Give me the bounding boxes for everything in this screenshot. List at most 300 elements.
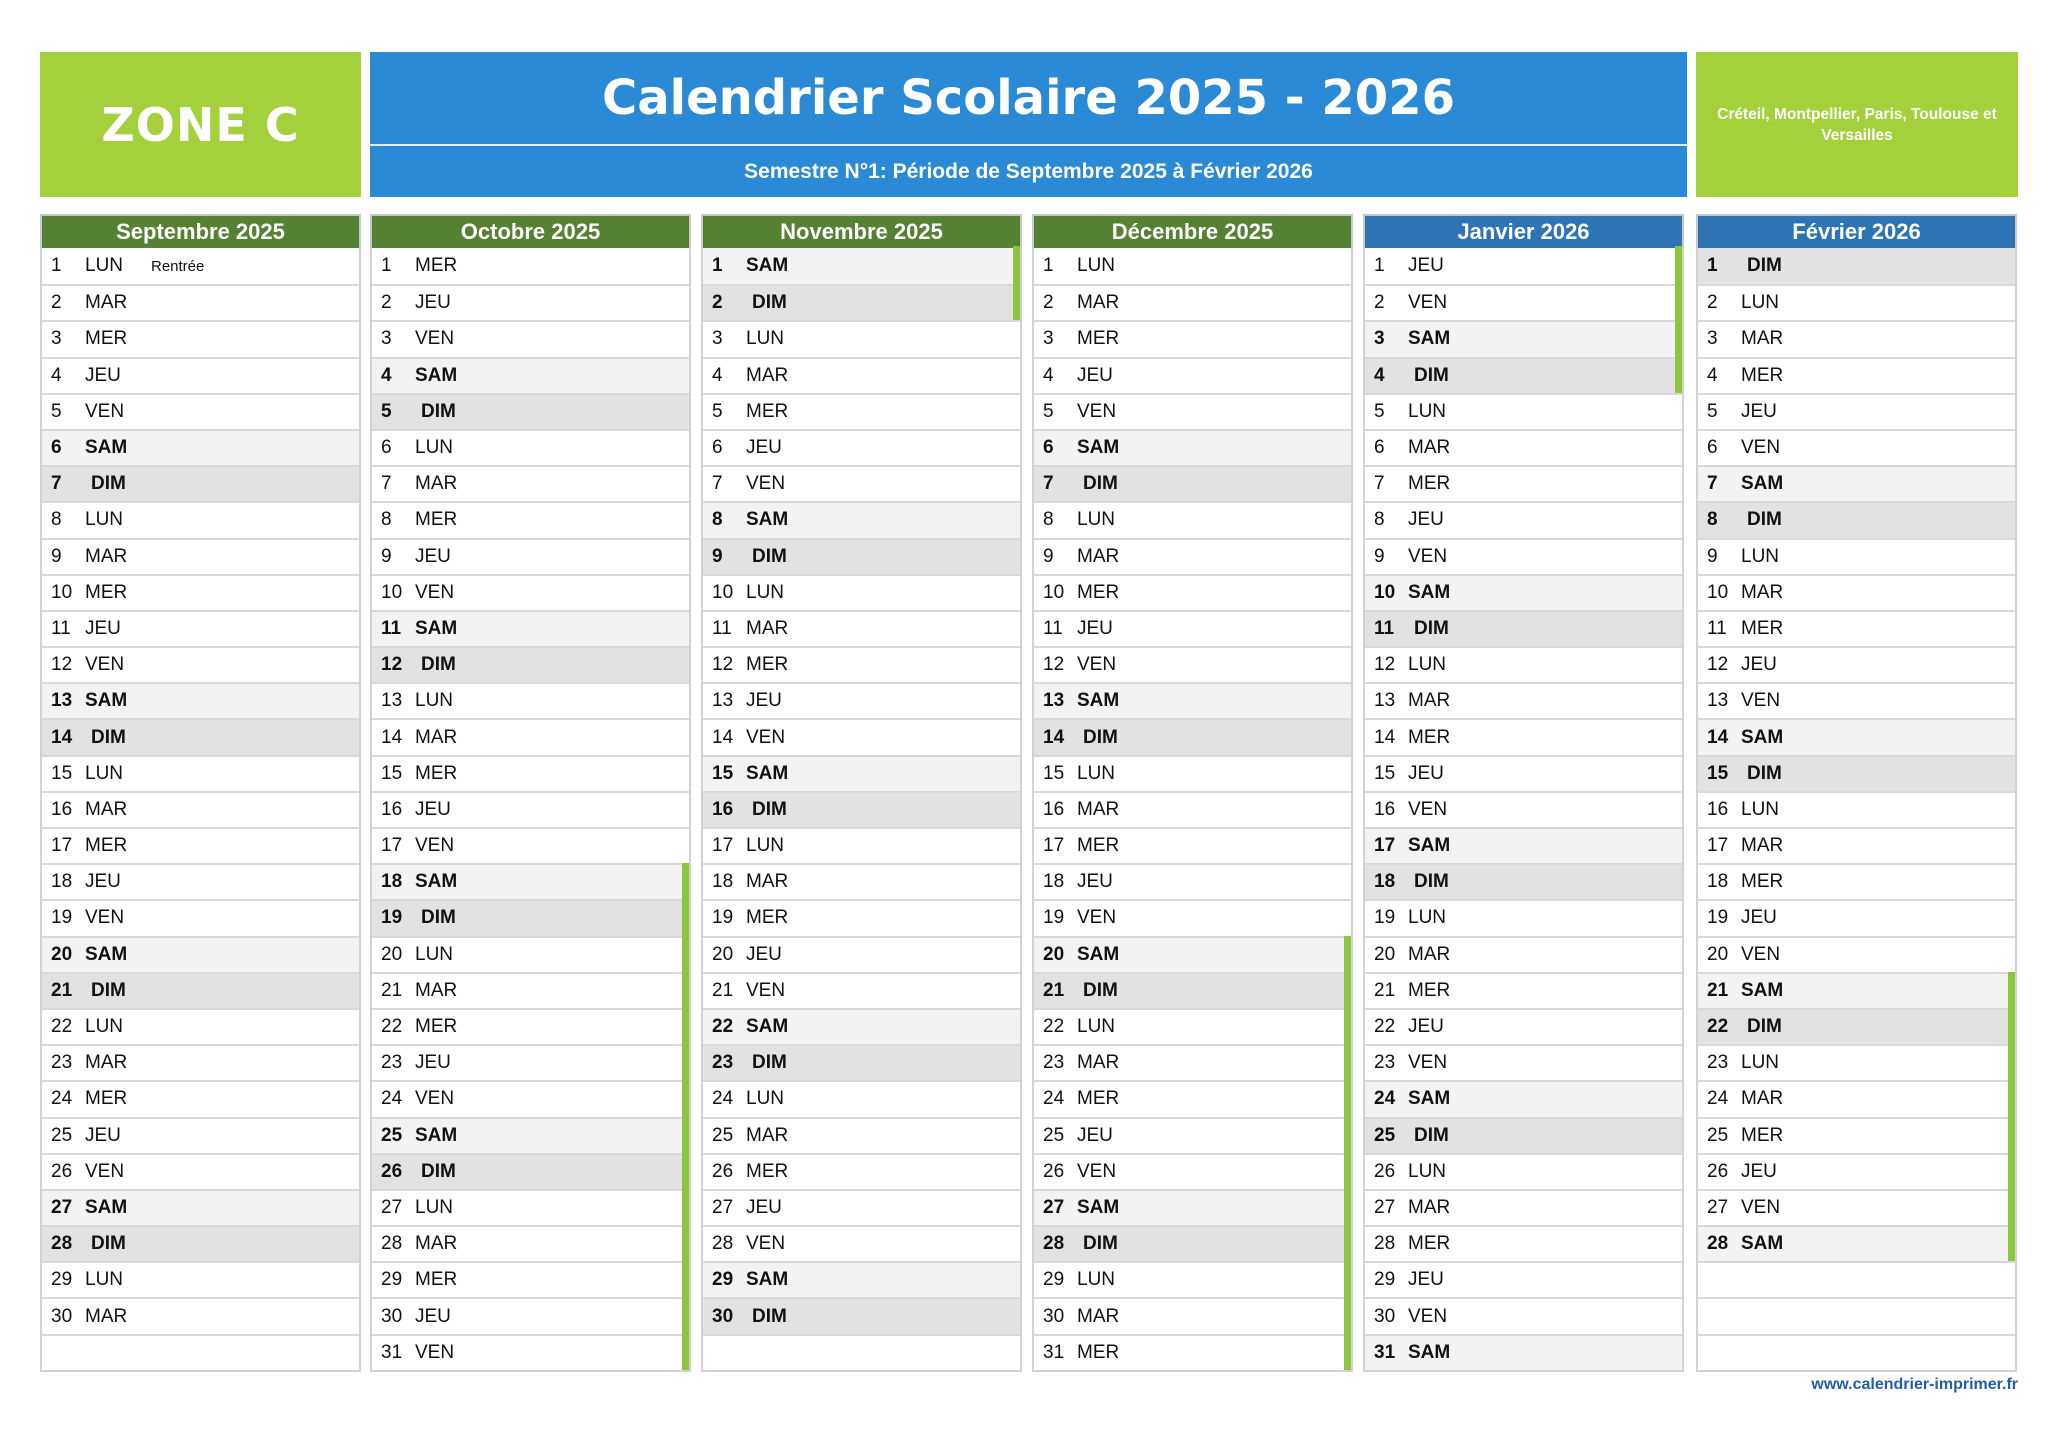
day-number: 6 (712, 437, 723, 459)
day-number: 14 (712, 726, 734, 748)
day-number: 27 (1374, 1196, 1396, 1218)
day-number: 21 (381, 979, 403, 1001)
day-row (1698, 1044, 2015, 1080)
day-number: 23 (1374, 1052, 1396, 1074)
website-link[interactable]: www.calendrier-imprimer.fr (1811, 1376, 2018, 1393)
day-of-week: JEU (1077, 871, 1113, 893)
day-of-week: LUN (85, 255, 124, 277)
day-number: 23 (1707, 1052, 1729, 1074)
day-of-week: MAR (1408, 437, 1451, 459)
day-of-week: JEU (746, 437, 782, 459)
day-number: 28 (381, 1233, 403, 1255)
day-of-week: VEN (415, 581, 455, 603)
day-row (1698, 1117, 2015, 1153)
day-number: 20 (1707, 943, 1729, 965)
day-of-week: LUN (85, 1269, 124, 1291)
day-row (1365, 1044, 1682, 1080)
day-row (372, 284, 689, 320)
day-number: 22 (1043, 1016, 1065, 1038)
day-of-week: SAM (415, 617, 458, 639)
day-number: 16 (1374, 798, 1396, 820)
day-number: 10 (1043, 581, 1065, 603)
day-of-week: JEU (746, 943, 782, 965)
day-number: 3 (1043, 328, 1054, 350)
day-row (42, 1153, 359, 1189)
day-row (1698, 320, 2015, 356)
empty-day-row (1698, 1261, 2015, 1297)
day-row (1365, 1189, 1682, 1225)
day-row (1034, 682, 1351, 718)
day-of-week: JEU (1077, 617, 1113, 639)
day-row (703, 1297, 1020, 1333)
day-number: 13 (51, 690, 73, 712)
day-row (372, 1225, 689, 1261)
day-of-week: DIM (752, 292, 787, 314)
day-of-week: LUN (1077, 762, 1116, 784)
day-row (372, 718, 689, 754)
day-of-week: SAM (1077, 437, 1120, 459)
day-row (42, 465, 359, 501)
day-of-week: MER (746, 654, 789, 676)
day-of-week: JEU (1077, 364, 1113, 386)
day-number: 28 (1374, 1233, 1396, 1255)
day-number: 5 (712, 400, 723, 422)
day-row (1365, 827, 1682, 863)
day-number: 9 (1043, 545, 1054, 567)
day-of-week: SAM (746, 1016, 789, 1038)
day-of-week: JEU (1408, 255, 1444, 277)
day-of-week: LUN (746, 328, 785, 350)
day-number: 9 (1707, 545, 1718, 567)
day-of-week: MAR (1741, 835, 1784, 857)
day-of-week: MER (1077, 1341, 1120, 1363)
day-row (372, 936, 689, 972)
day-number: 9 (51, 545, 62, 567)
day-row (1034, 1008, 1351, 1044)
day-of-week: DIM (91, 1233, 126, 1255)
day-number: 1 (381, 255, 392, 277)
day-number: 22 (1707, 1016, 1729, 1038)
day-number: 1 (1374, 255, 1385, 277)
day-number: 12 (1374, 654, 1396, 676)
day-number: 8 (381, 509, 392, 531)
day-list (1032, 248, 1353, 1372)
day-row (372, 574, 689, 610)
day-row (1365, 1261, 1682, 1297)
empty-day-row (703, 1334, 1020, 1370)
month-header: Octobre 2025 (370, 214, 691, 248)
day-of-week: VEN (85, 1160, 125, 1182)
day-of-week: VEN (746, 473, 786, 495)
day-of-week: SAM (746, 509, 789, 531)
day-of-week: MER (1408, 979, 1451, 1001)
day-number: 7 (1374, 473, 1385, 495)
day-row (372, 791, 689, 827)
day-of-week: LUN (1408, 400, 1447, 422)
day-of-week: SAM (746, 1269, 789, 1291)
day-number: 5 (51, 400, 62, 422)
day-of-week: DIM (421, 400, 456, 422)
day-row (1698, 284, 2015, 320)
day-row (372, 827, 689, 863)
day-row (1698, 357, 2015, 393)
day-row (1365, 1008, 1682, 1044)
day-row (703, 899, 1020, 935)
day-row (1698, 791, 2015, 827)
day-row (42, 682, 359, 718)
day-row (372, 1189, 689, 1225)
day-of-week: MAR (1741, 328, 1784, 350)
day-of-week: SAM (1077, 943, 1120, 965)
day-of-week: SAM (1408, 835, 1451, 857)
day-number: 3 (712, 328, 723, 350)
day-of-week: MAR (415, 1233, 458, 1255)
day-of-week: VEN (85, 654, 125, 676)
day-row (703, 646, 1020, 682)
day-number: 8 (712, 509, 723, 531)
day-number: 12 (1043, 654, 1065, 676)
day-number: 12 (1707, 654, 1729, 676)
day-number: 6 (381, 437, 392, 459)
day-of-week: SAM (1408, 328, 1451, 350)
day-number: 14 (51, 726, 73, 748)
day-row (372, 1334, 689, 1370)
day-number: 21 (51, 979, 73, 1001)
day-row (1034, 827, 1351, 863)
day-number: 12 (381, 654, 403, 676)
day-of-week: MER (85, 835, 128, 857)
day-number: 13 (1374, 690, 1396, 712)
day-number: 27 (51, 1196, 73, 1218)
day-number: 25 (712, 1124, 734, 1146)
day-row (703, 1189, 1020, 1225)
day-of-week: MAR (1077, 1052, 1120, 1074)
day-row (1365, 718, 1682, 754)
day-row (1365, 1080, 1682, 1116)
day-of-week: MER (746, 907, 789, 929)
day-number: 17 (1043, 835, 1065, 857)
day-row (372, 1044, 689, 1080)
day-of-week: MAR (415, 473, 458, 495)
day-row (1365, 863, 1682, 899)
day-of-week: VEN (85, 400, 125, 422)
day-of-week: VEN (85, 907, 125, 929)
day-of-week: JEU (85, 871, 121, 893)
day-number: 26 (381, 1160, 403, 1182)
day-number: 3 (1374, 328, 1385, 350)
day-of-week: LUN (1408, 1160, 1447, 1182)
day-of-week: DIM (1083, 473, 1118, 495)
day-row (372, 646, 689, 682)
day-row (1698, 248, 2015, 284)
day-of-week: VEN (1408, 798, 1448, 820)
day-row (703, 1261, 1020, 1297)
day-row (703, 863, 1020, 899)
day-row (1365, 393, 1682, 429)
day-number: 26 (1374, 1160, 1396, 1182)
day-row (1034, 1189, 1351, 1225)
day-of-week: JEU (415, 798, 451, 820)
day-number: 20 (1043, 943, 1065, 965)
day-row (372, 429, 689, 465)
day-number: 10 (381, 581, 403, 603)
day-of-week: JEU (1408, 509, 1444, 531)
day-row (1034, 538, 1351, 574)
day-row (703, 248, 1020, 284)
day-row (703, 393, 1020, 429)
day-row (1034, 1044, 1351, 1080)
day-number: 7 (712, 473, 723, 495)
day-row (703, 1153, 1020, 1189)
day-row (372, 248, 689, 284)
day-number: 28 (1043, 1233, 1065, 1255)
day-row (1698, 682, 2015, 718)
day-row (1698, 827, 2015, 863)
day-row (1698, 429, 2015, 465)
day-of-week: JEU (1741, 1160, 1777, 1182)
day-row (1034, 899, 1351, 935)
day-of-week: LUN (1077, 255, 1116, 277)
day-of-week: DIM (1414, 871, 1449, 893)
day-number: 28 (712, 1233, 734, 1255)
day-of-week: MER (415, 255, 458, 277)
day-row (42, 1008, 359, 1044)
day-row (1034, 1334, 1351, 1370)
day-number: 11 (1043, 617, 1063, 639)
day-of-week: VEN (1077, 1160, 1117, 1182)
day-row (42, 1117, 359, 1153)
day-number: 30 (712, 1305, 734, 1327)
day-of-week: MER (85, 328, 128, 350)
day-row (42, 538, 359, 574)
day-row (42, 1044, 359, 1080)
month-header: Janvier 2026 (1363, 214, 1684, 248)
day-of-week: VEN (746, 1233, 786, 1255)
day-of-week: SAM (85, 943, 128, 965)
day-number: 27 (1043, 1196, 1065, 1218)
empty-day-row (42, 1334, 359, 1370)
day-of-week: DIM (752, 798, 787, 820)
day-row (42, 718, 359, 754)
day-of-week: DIM (752, 545, 787, 567)
day-row (703, 465, 1020, 501)
day-row (42, 393, 359, 429)
day-number: 24 (1043, 1088, 1065, 1110)
day-of-week: MAR (415, 979, 458, 1001)
day-row (42, 501, 359, 537)
day-number: 15 (381, 762, 403, 784)
day-row (1034, 357, 1351, 393)
day-of-week: MER (1408, 473, 1451, 495)
day-of-week: VEN (1408, 1052, 1448, 1074)
day-of-week: DIM (1083, 726, 1118, 748)
day-of-week: SAM (746, 762, 789, 784)
day-row (1698, 755, 2015, 791)
day-row (372, 1080, 689, 1116)
day-row (703, 682, 1020, 718)
day-row (703, 1044, 1020, 1080)
day-of-week: VEN (746, 726, 786, 748)
day-row (1034, 465, 1351, 501)
day-of-week: LUN (415, 437, 454, 459)
day-number: 14 (381, 726, 403, 748)
day-number: 11 (381, 617, 402, 639)
day-number: 25 (381, 1124, 403, 1146)
day-number: 30 (1374, 1305, 1396, 1327)
day-number: 19 (1707, 907, 1729, 929)
day-number: 15 (51, 762, 73, 784)
day-number: 5 (381, 400, 392, 422)
day-row (372, 357, 689, 393)
day-of-week: DIM (1747, 255, 1782, 277)
day-row (42, 755, 359, 791)
day-number: 10 (51, 581, 73, 603)
day-row (1698, 1225, 2015, 1261)
day-row (1365, 248, 1682, 284)
day-of-week: LUN (1408, 654, 1447, 676)
day-of-week: MER (415, 1016, 458, 1038)
day-of-week: DIM (421, 1160, 456, 1182)
day-number: 4 (51, 364, 62, 386)
day-of-week: SAM (415, 871, 458, 893)
day-row (1365, 1117, 1682, 1153)
day-number: 9 (1374, 545, 1385, 567)
day-of-week: LUN (415, 943, 454, 965)
day-of-week: DIM (91, 473, 126, 495)
day-row (1365, 682, 1682, 718)
month-header: Décembre 2025 (1032, 214, 1353, 248)
day-of-week: VEN (746, 979, 786, 1001)
day-of-week: MAR (1077, 798, 1120, 820)
day-number: 4 (381, 364, 392, 386)
day-row (1698, 538, 2015, 574)
day-row (372, 1117, 689, 1153)
day-number: 26 (712, 1160, 734, 1182)
day-of-week: DIM (1414, 1124, 1449, 1146)
cities-text: Créteil, Montpellier, Paris, Toulouse et Versailles (1717, 105, 1997, 144)
day-row (703, 791, 1020, 827)
day-number: 25 (1043, 1124, 1065, 1146)
day-list (701, 248, 1022, 1372)
day-of-week: MER (85, 581, 128, 603)
day-of-week: JEU (1741, 907, 1777, 929)
day-of-week: MER (1077, 835, 1120, 857)
day-of-week: SAM (415, 364, 458, 386)
day-row (372, 393, 689, 429)
day-of-week: SAM (1741, 473, 1784, 495)
day-row (42, 1080, 359, 1116)
day-row (1698, 936, 2015, 972)
day-number: 16 (381, 798, 403, 820)
day-number: 16 (712, 798, 734, 820)
day-number: 24 (51, 1088, 73, 1110)
day-of-week: SAM (746, 255, 789, 277)
day-number: 11 (51, 617, 71, 639)
day-row (703, 538, 1020, 574)
day-of-week: SAM (1408, 1088, 1451, 1110)
day-number: 25 (1374, 1124, 1396, 1146)
day-of-week: LUN (746, 835, 785, 857)
day-number: 7 (51, 473, 62, 495)
day-list (1363, 248, 1684, 1372)
day-number: 15 (1043, 762, 1065, 784)
day-of-week: MAR (1077, 545, 1120, 567)
day-of-week: DIM (1747, 1016, 1782, 1038)
day-number: 24 (381, 1088, 403, 1110)
day-of-week: SAM (1077, 1196, 1120, 1218)
day-number: 23 (1043, 1052, 1065, 1074)
day-row (372, 755, 689, 791)
day-number: 30 (381, 1305, 403, 1327)
day-number: 2 (381, 292, 392, 314)
day-number: 19 (381, 907, 403, 929)
day-row (1034, 1080, 1351, 1116)
day-of-week: DIM (421, 654, 456, 676)
month-column (1696, 214, 2017, 1372)
day-number: 28 (1707, 1233, 1729, 1255)
day-of-week: LUN (1077, 1016, 1116, 1038)
day-row (42, 1225, 359, 1261)
day-number: 4 (712, 364, 723, 386)
day-row (1365, 1297, 1682, 1333)
day-row (42, 899, 359, 935)
day-number: 30 (1043, 1305, 1065, 1327)
day-of-week: MAR (1408, 943, 1451, 965)
day-row (372, 1153, 689, 1189)
day-row (703, 1225, 1020, 1261)
day-of-week: JEU (415, 545, 451, 567)
day-of-week: VEN (415, 328, 455, 350)
day-number: 21 (1043, 979, 1065, 1001)
day-of-week: MAR (1077, 1305, 1120, 1327)
day-number: 6 (1707, 437, 1718, 459)
day-number: 4 (1707, 364, 1718, 386)
day-row (703, 284, 1020, 320)
day-number: 16 (1707, 798, 1729, 820)
day-of-week: MAR (1741, 581, 1784, 603)
month-column (370, 214, 691, 1372)
day-row (1698, 1080, 2015, 1116)
day-number: 23 (381, 1052, 403, 1074)
day-of-week: MAR (746, 871, 789, 893)
day-row (703, 718, 1020, 754)
day-of-week: JEU (1741, 654, 1777, 676)
day-row (1365, 538, 1682, 574)
day-row (1034, 574, 1351, 610)
day-list (370, 248, 691, 1372)
day-of-week: JEU (85, 1124, 121, 1146)
day-of-week: SAM (1077, 690, 1120, 712)
day-row (703, 1117, 1020, 1153)
day-row (703, 574, 1020, 610)
day-of-week: MAR (1741, 1088, 1784, 1110)
day-of-week: MAR (746, 617, 789, 639)
day-of-week: LUN (415, 690, 454, 712)
day-row (703, 429, 1020, 465)
day-number: 5 (1043, 400, 1054, 422)
day-row (1365, 357, 1682, 393)
day-number: 4 (1043, 364, 1054, 386)
day-row (1698, 1153, 2015, 1189)
day-number: 25 (51, 1124, 73, 1146)
day-row (372, 1297, 689, 1333)
day-of-week: LUN (1077, 1269, 1116, 1291)
day-row (42, 248, 359, 284)
day-row (1365, 972, 1682, 1008)
empty-day-row (1698, 1334, 2015, 1370)
day-list (1696, 248, 2017, 1372)
day-row (1034, 972, 1351, 1008)
